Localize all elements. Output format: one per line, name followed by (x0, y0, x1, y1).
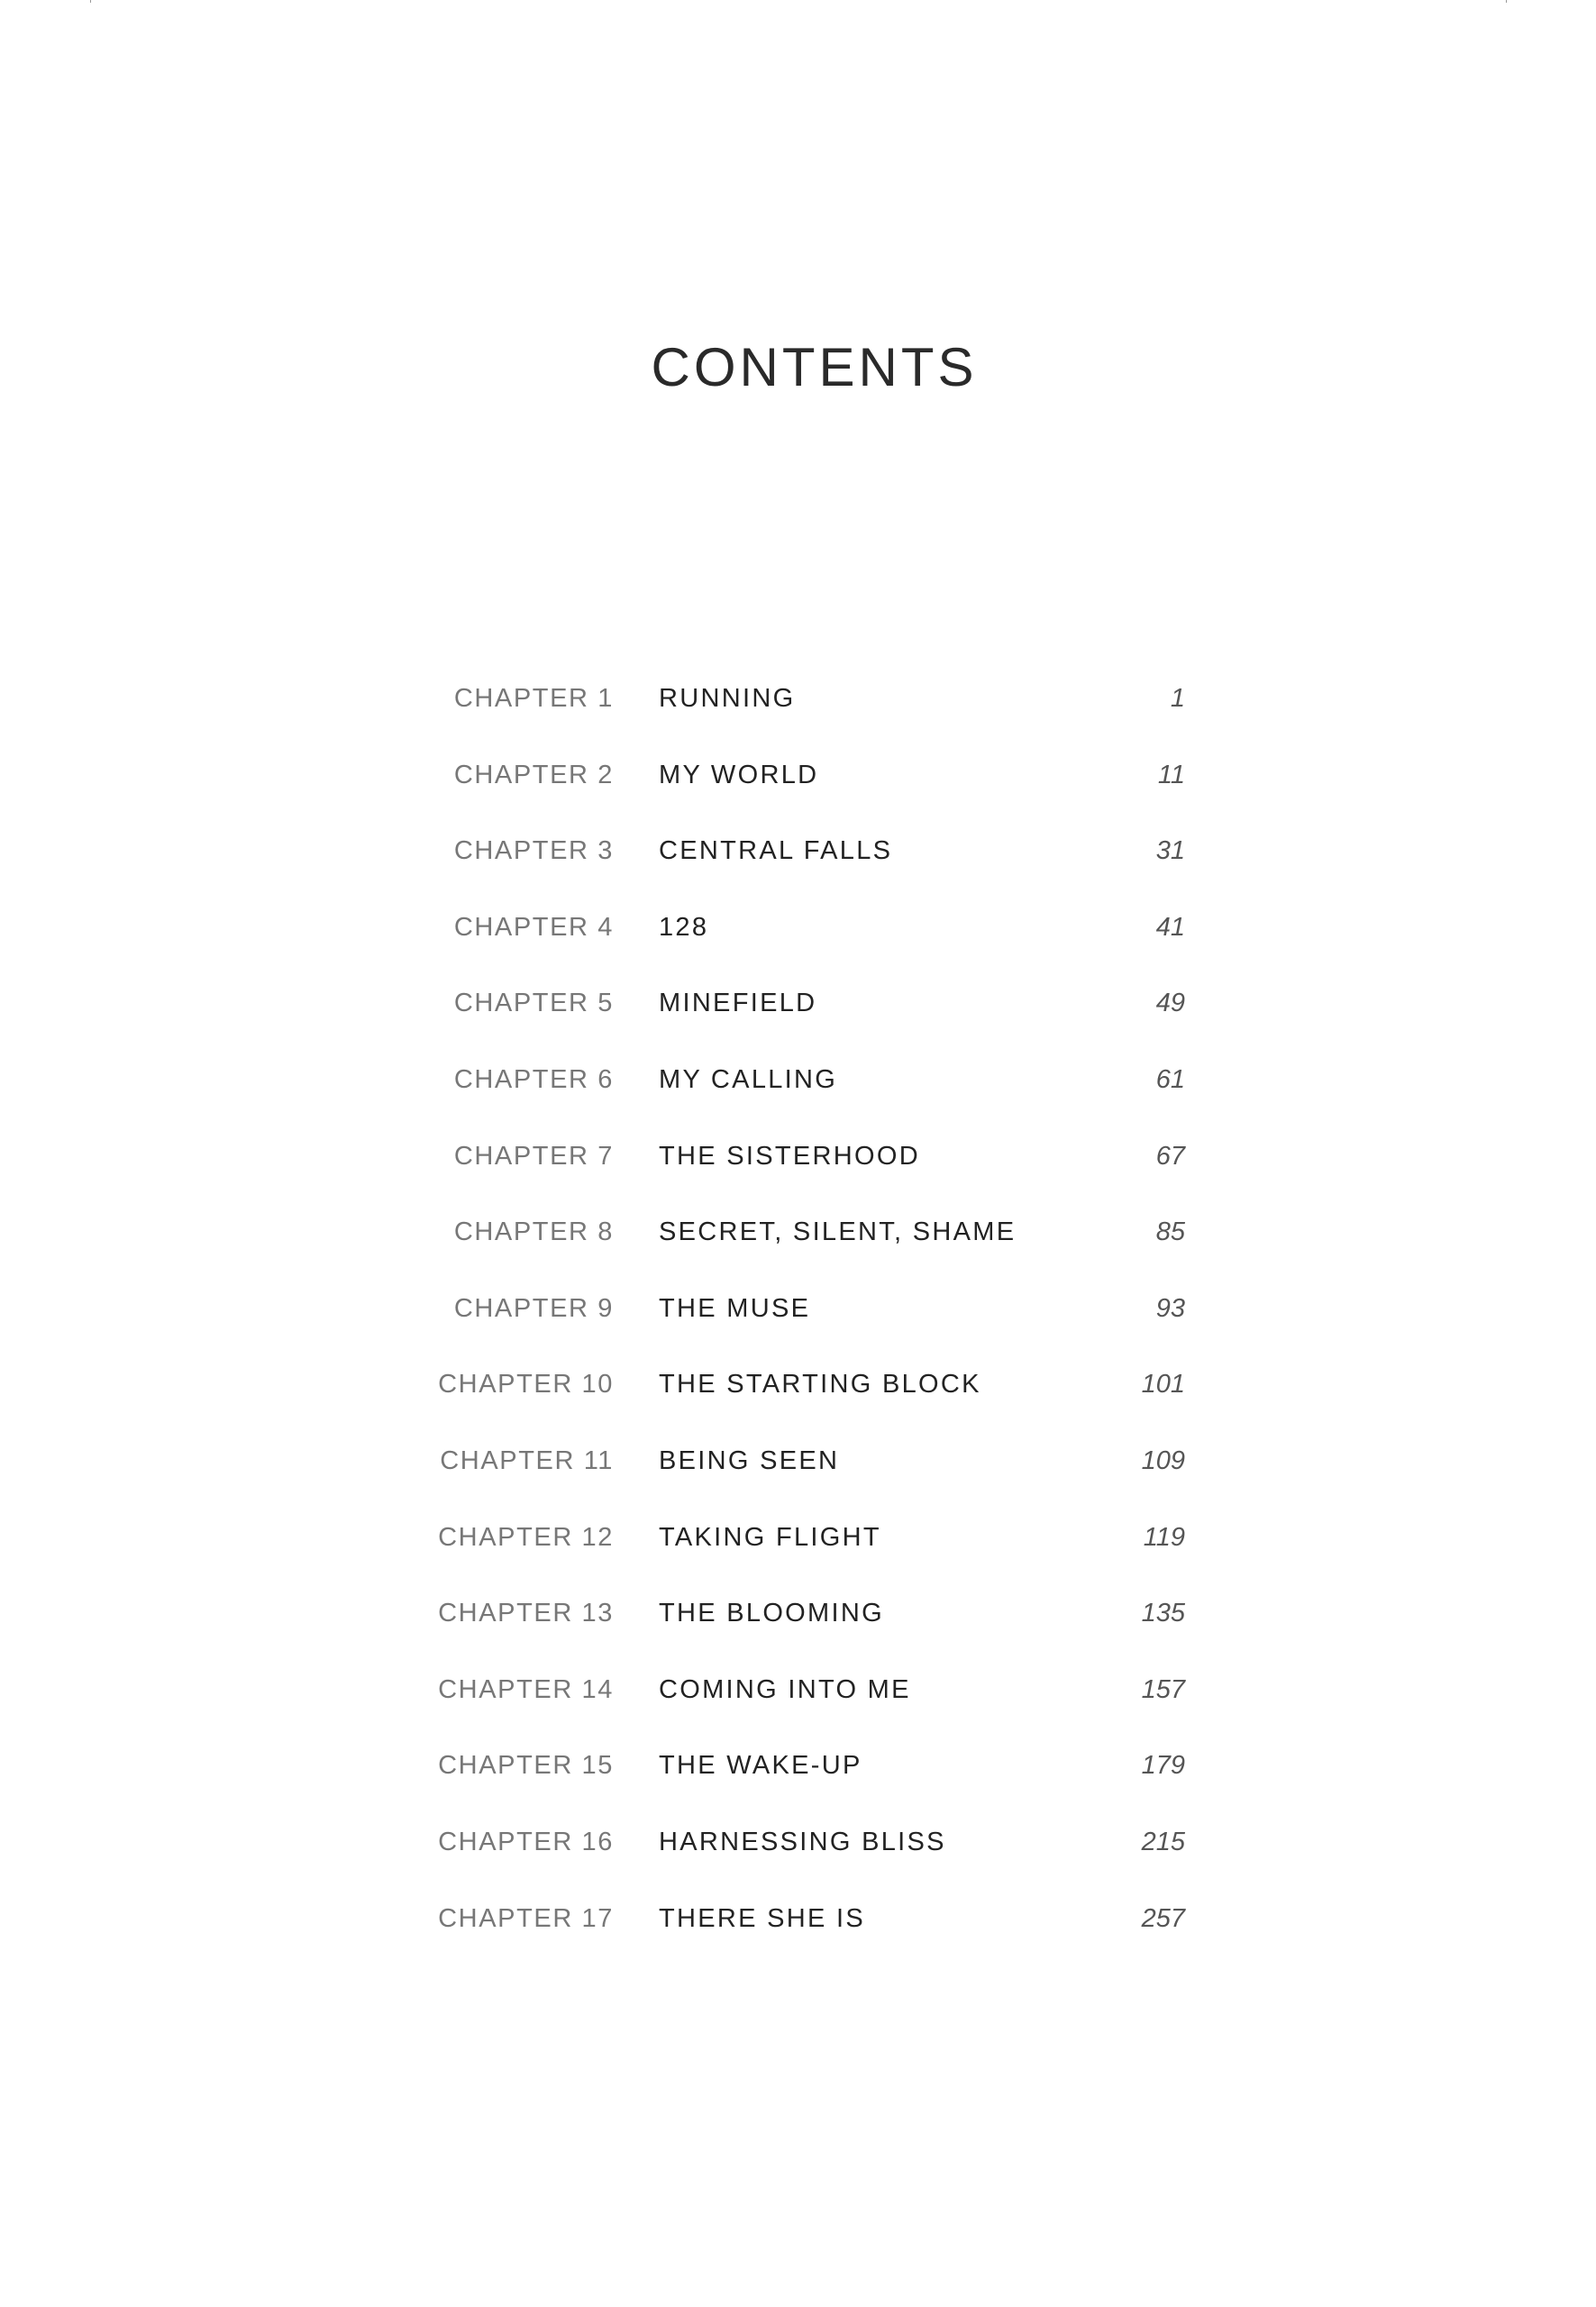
chapter-number: CHAPTER 15 (438, 1751, 614, 1781)
chapter-title: SECRET, SILENT, SHAME (659, 1217, 1017, 1247)
chapter-number: CHAPTER 6 (453, 1064, 614, 1094)
chapter-title: THE BLOOMING (659, 1599, 884, 1628)
chapter-title: MY WORLD (659, 760, 819, 789)
chapter-number: CHAPTER 1 (453, 684, 614, 713)
toc-entry-chapter-17[interactable] (0, 1890, 1596, 1966)
chapter-title: THE WAKE-UP (659, 1751, 862, 1781)
toc-entry-chapter-6[interactable] (0, 1051, 1596, 1127)
page-number: 109 (1141, 1445, 1185, 1475)
chapter-number: CHAPTER 14 (438, 1674, 614, 1704)
table-of-contents (0, 670, 1596, 1965)
page-number: 119 (1143, 1522, 1185, 1552)
page-number: 179 (1141, 1751, 1185, 1781)
page-number: 61 (1155, 1064, 1185, 1094)
toc-entry-chapter-4[interactable] (0, 898, 1596, 975)
page-number: 135 (1141, 1599, 1185, 1628)
chapter-title: TAKING FLIGHT (659, 1522, 881, 1552)
toc-entry-chapter-3[interactable] (0, 822, 1596, 898)
chapter-title: CENTRAL FALLS (659, 836, 893, 866)
toc-entry-chapter-13[interactable] (0, 1584, 1596, 1661)
chapter-title: COMING INTO ME (659, 1674, 911, 1704)
chapter-number: CHAPTER 3 (453, 836, 614, 866)
chapter-title: THE SISTERHOOD (659, 1141, 920, 1171)
chapter-title: MY CALLING (659, 1064, 838, 1094)
chapter-number: CHAPTER 10 (438, 1370, 614, 1400)
page-number: 257 (1141, 1903, 1185, 1933)
toc-entry-chapter-9[interactable] (0, 1280, 1596, 1356)
crop-mark-left (90, 0, 91, 3)
chapter-title: HARNESSING BLISS (659, 1827, 946, 1856)
page-number: 85 (1155, 1217, 1185, 1247)
page-number: 93 (1155, 1293, 1185, 1323)
page-number: 1 (1170, 684, 1185, 713)
chapter-title: THE STARTING BLOCK (659, 1370, 981, 1400)
page-title: CONTENTS (651, 337, 978, 397)
toc-entry-chapter-7[interactable] (0, 1127, 1596, 1204)
toc-entry-chapter-2[interactable] (0, 746, 1596, 823)
page-number: 49 (1155, 989, 1185, 1018)
chapter-title: THE MUSE (659, 1293, 811, 1323)
crop-mark-right (1506, 0, 1507, 3)
page-number: 101 (1141, 1370, 1185, 1400)
chapter-number: CHAPTER 11 (440, 1445, 614, 1475)
page-number: 215 (1141, 1827, 1185, 1856)
chapter-number: CHAPTER 12 (438, 1522, 614, 1552)
page-number: 67 (1155, 1141, 1185, 1171)
chapter-title: MINEFIELD (659, 989, 817, 1018)
toc-entry-chapter-14[interactable] (0, 1661, 1596, 1737)
chapter-number: CHAPTER 7 (453, 1141, 614, 1171)
toc-entry-chapter-11[interactable] (0, 1432, 1596, 1509)
chapter-number: CHAPTER 13 (438, 1599, 614, 1628)
toc-entry-chapter-16[interactable] (0, 1813, 1596, 1890)
chapter-title: RUNNING (659, 684, 796, 713)
chapter-title: THERE SHE IS (659, 1903, 866, 1933)
page-number: 31 (1155, 836, 1185, 866)
chapter-title: 128 (659, 912, 709, 942)
chapter-number: CHAPTER 9 (453, 1293, 614, 1323)
toc-entry-chapter-15[interactable] (0, 1737, 1596, 1813)
chapter-number: CHAPTER 16 (438, 1827, 614, 1856)
chapter-number: CHAPTER 8 (453, 1217, 614, 1247)
page-number: 41 (1155, 912, 1185, 942)
chapter-number: CHAPTER 4 (453, 912, 614, 942)
toc-entry-chapter-1[interactable] (0, 670, 1596, 746)
chapter-number: CHAPTER 17 (438, 1903, 614, 1933)
toc-entry-chapter-12[interactable] (0, 1509, 1596, 1585)
page-number: 11 (1157, 760, 1185, 789)
toc-entry-chapter-10[interactable] (0, 1355, 1596, 1432)
toc-entry-chapter-8[interactable] (0, 1203, 1596, 1280)
page-number: 157 (1141, 1674, 1185, 1704)
toc-entry-chapter-5[interactable] (0, 974, 1596, 1051)
chapter-title: BEING SEEN (659, 1445, 840, 1475)
chapter-number: CHAPTER 2 (453, 760, 614, 789)
chapter-number: CHAPTER 5 (453, 989, 614, 1018)
